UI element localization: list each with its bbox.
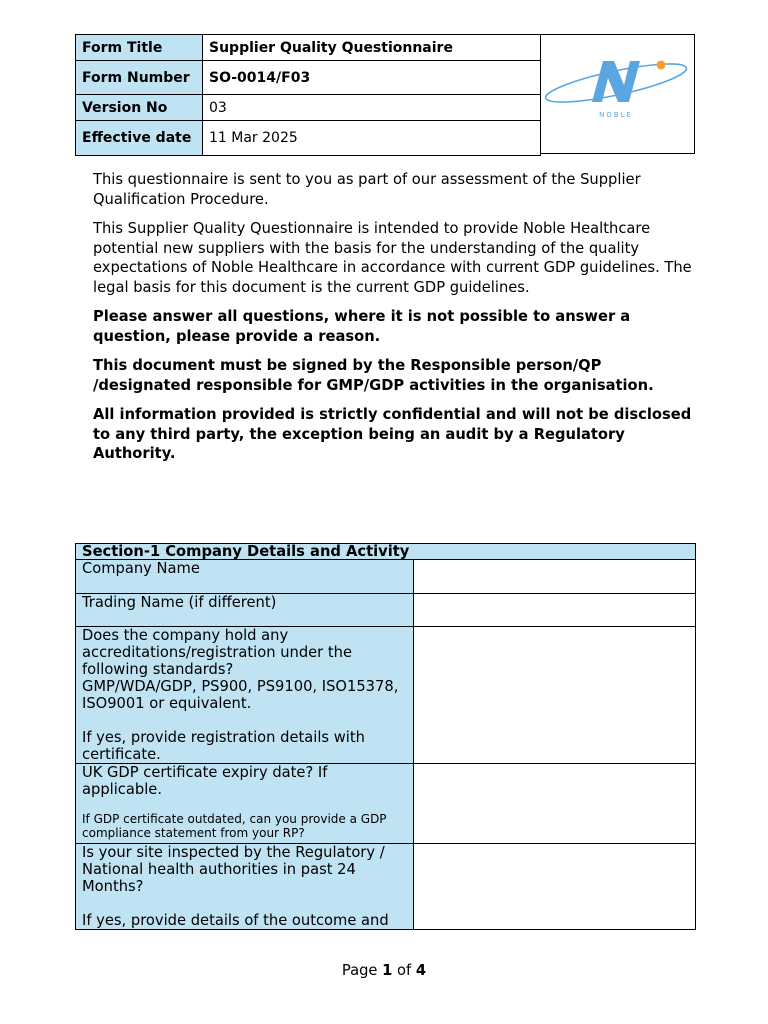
answer-company-name[interactable] (414, 560, 696, 594)
question-accreditation: Does the company hold any accreditations/registration under the following standards? (82, 627, 352, 678)
question-inspection: Is your site inspected by the Regulatory / National health authorities in past 24 Months? (82, 844, 385, 895)
confidentiality-paragraph: All information provided is strictly confidential and will not be disclosed to any third party, the exception being an audit by a Regulatory Authority. (93, 406, 692, 462)
page-footer (0, 962, 768, 979)
answer-gdp-expiry[interactable] (414, 764, 696, 844)
question-accreditation-followup: If yes, provide registration details with certificate. (82, 729, 365, 763)
answer-trading-name[interactable] (414, 594, 696, 627)
question-accreditation-standards: GMP/WDA/GDP, PS900, PS9100, ISO15378, ISO9001 or equivalent. (82, 678, 399, 712)
question-inspection-followup: If yes, provide details of the outcome and (82, 912, 389, 929)
version-value: 03 (203, 95, 541, 121)
form-header-table (75, 34, 541, 156)
instruction-paragraph: Please answer all questions, where it is not possible to answer a question, please provide a reason. (93, 308, 631, 345)
intro-paragraph: This questionnaire is sent to you as part of our assessment of the Supplier Qualification Procedure. (93, 171, 641, 208)
question-cell (76, 764, 414, 844)
logo-cell (540, 34, 695, 154)
noble-logo (540, 35, 693, 153)
page-label: Page (341, 962, 378, 979)
question-gdp-statement: If GDP certificate outdated, can you provide a GDP compliance statement from your RP? (82, 812, 387, 840)
question-cell (76, 560, 414, 594)
page-total: 4 (415, 962, 427, 979)
answer-accreditation[interactable] (414, 627, 696, 764)
logo-wordmark: NOBLE (599, 111, 633, 119)
page-of: of (397, 962, 412, 979)
intro-text (93, 170, 693, 474)
instruction-paragraph: This document must be signed by the Responsible person/QP /designated responsible for GMP/GDP activities in the organisation. (93, 357, 654, 394)
section-title: Section-1 Company Details and Activity (76, 544, 696, 560)
form-number-value: SO-0014/F03 (203, 61, 541, 95)
question-cell (76, 627, 414, 764)
form-title-value: Supplier Quality Questionnaire (203, 35, 541, 61)
page-current: 1 (382, 962, 393, 979)
answer-inspection[interactable] (414, 844, 696, 930)
question-cell (76, 594, 414, 627)
question-gdp-expiry: UK GDP certificate expiry date? If applicable. (82, 764, 328, 798)
version-label: Version No (76, 95, 203, 121)
section-1-table (75, 543, 696, 930)
effective-date-label: Effective date (76, 121, 203, 156)
effective-date-value: 11 Mar 2025 (203, 121, 541, 156)
form-title-label: Form Title (76, 35, 203, 61)
intro-paragraph: This Supplier Quality Questionnaire is intended to provide Noble Healthcare potential new suppliers with the basis for the understanding of the quality expectations of Noble Healthcare in accordance with current GDP guidelines. The legal basis for this document is the current GDP guidelines. (93, 220, 692, 296)
question-company-name: Company Name (82, 560, 200, 577)
question-cell (76, 844, 414, 930)
form-number-label: Form Number (76, 61, 203, 95)
question-trading-name: Trading Name (if different) (82, 594, 277, 611)
